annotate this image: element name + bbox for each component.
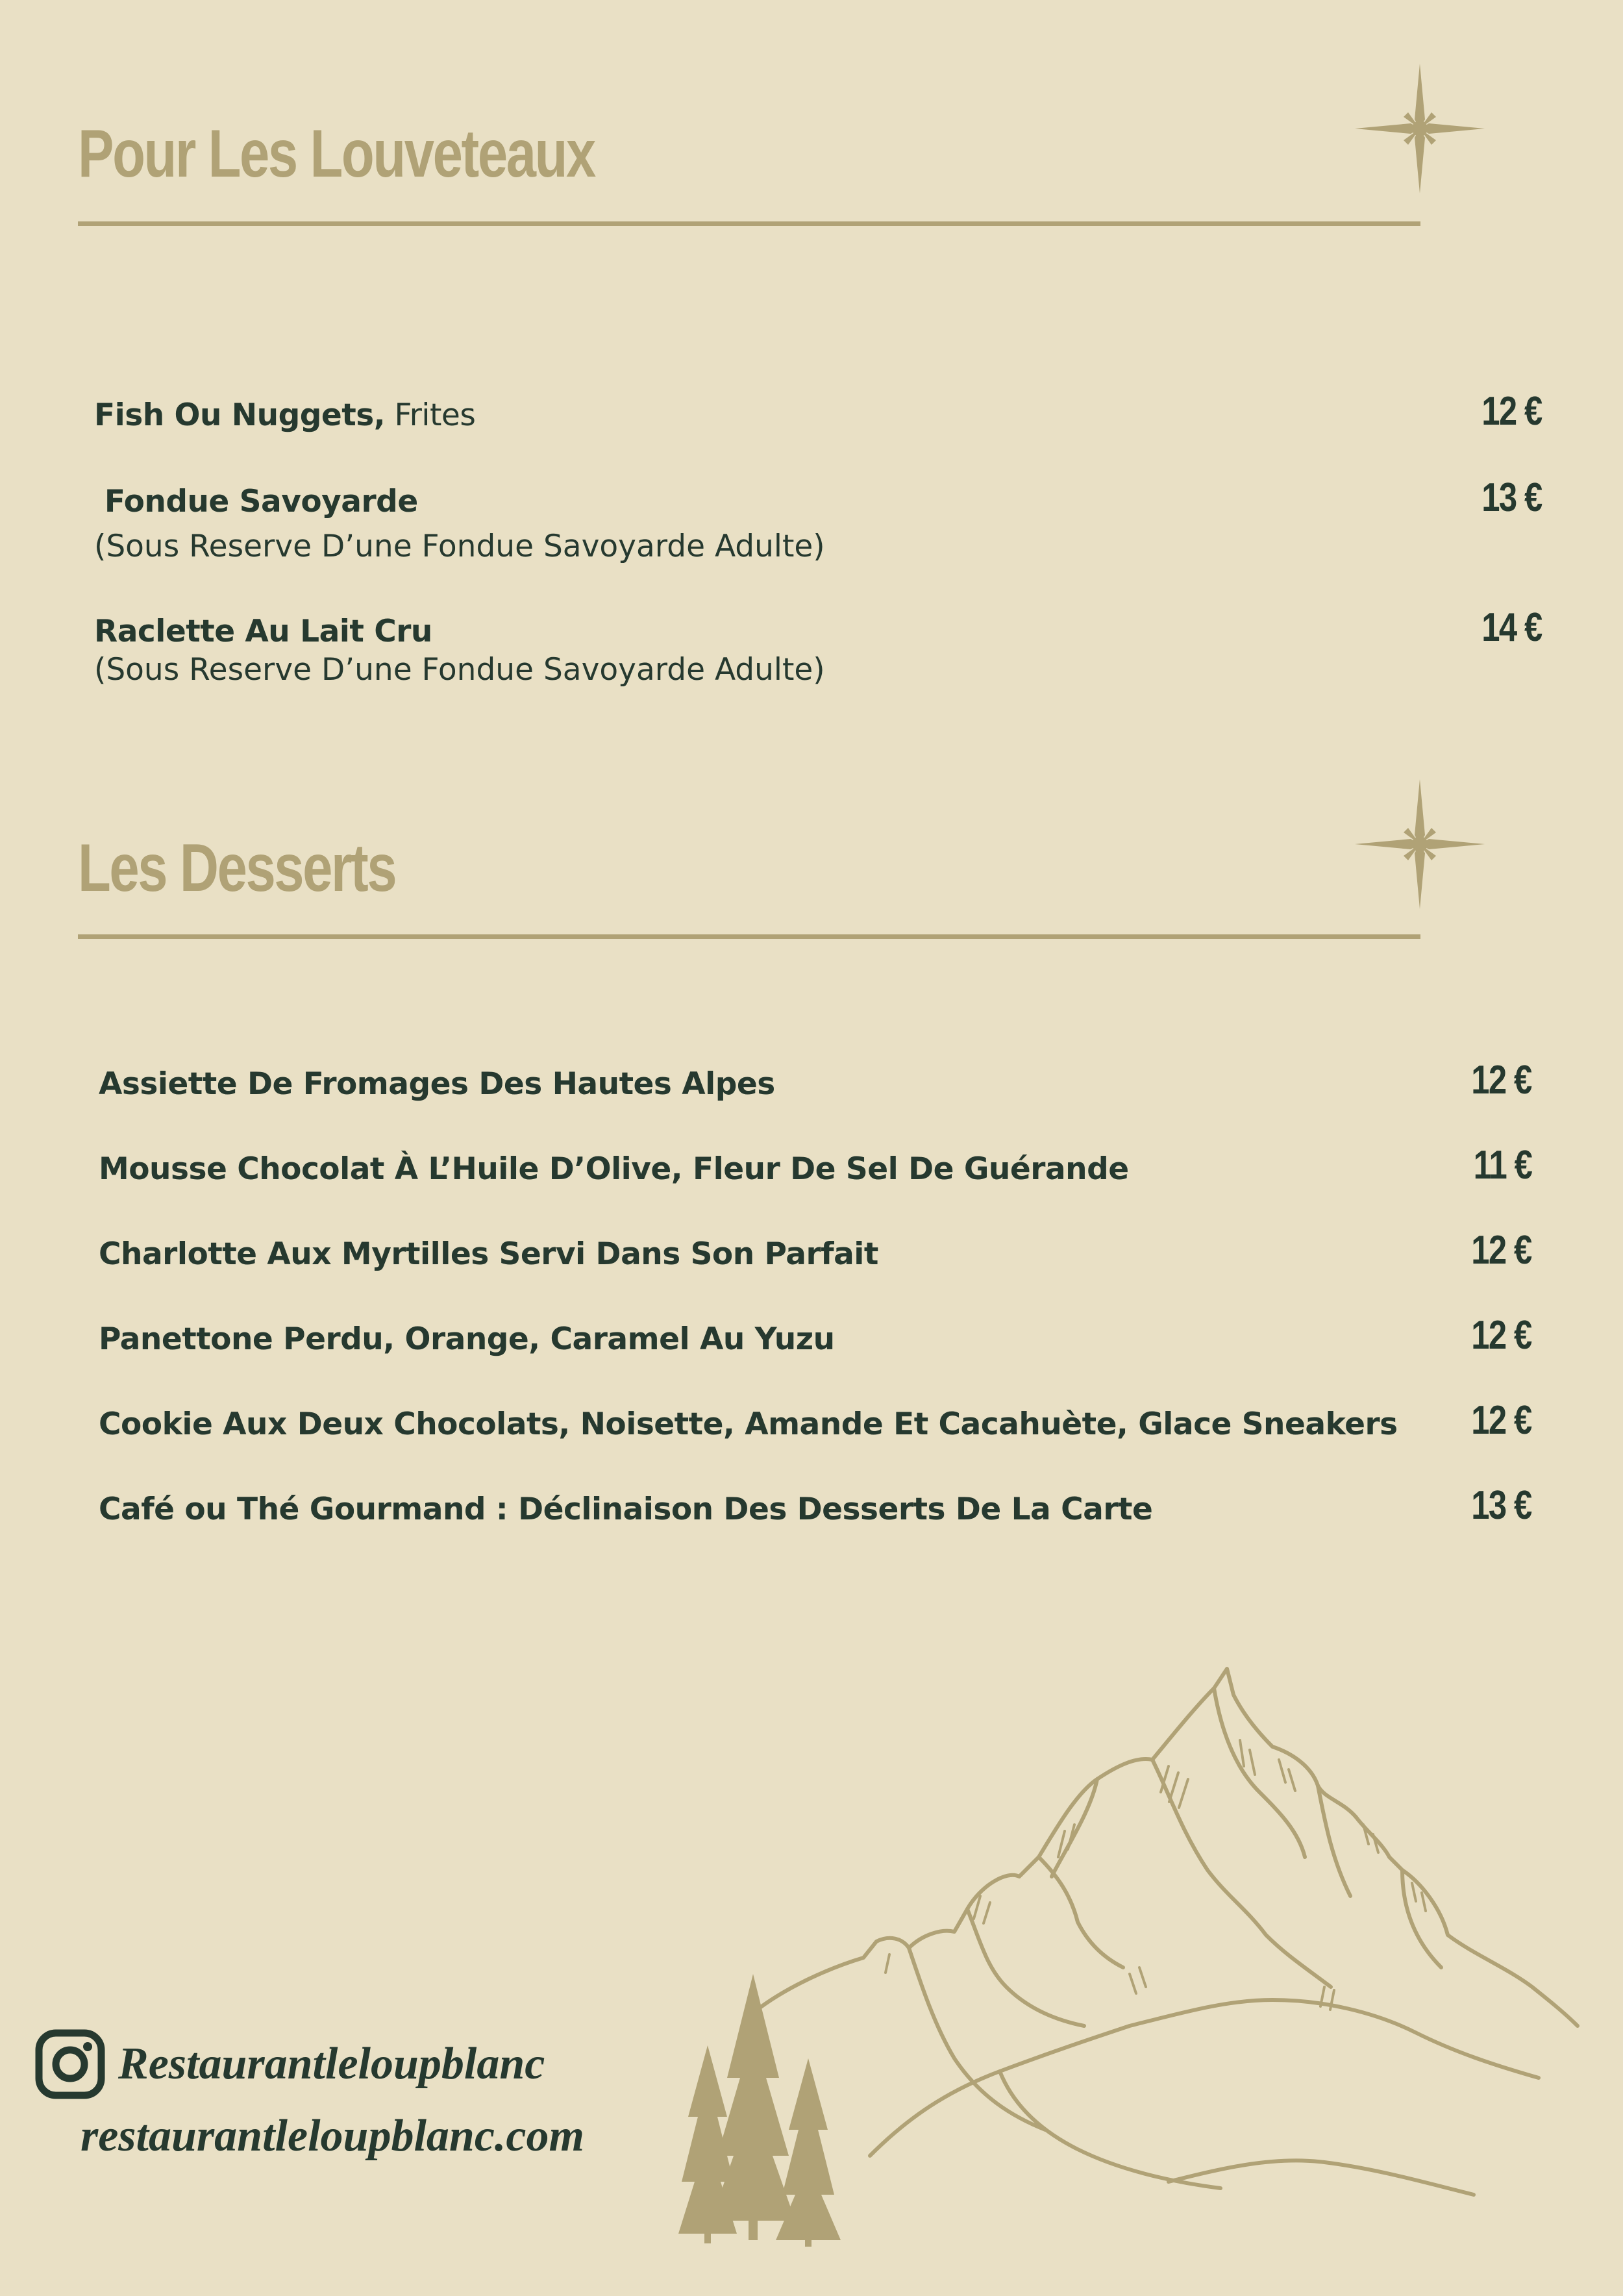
menu-item (94, 475, 1542, 564)
star-icon (1355, 64, 1485, 193)
dessert-item (99, 1058, 1531, 1103)
instagram-icon[interactable] (34, 2028, 106, 2101)
instagram-handle[interactable]: Restaurantleloupblanc (118, 2039, 545, 2089)
dessert-item (99, 1228, 1531, 1273)
section-divider (78, 221, 1420, 226)
dessert-item (99, 1313, 1531, 1358)
item-note: (Sous Reserve D’une Fondue Savoyarde Adulte) (94, 652, 825, 688)
section-divider (78, 934, 1420, 939)
item-price: 12 € (1481, 389, 1542, 434)
item-name: Panettone Perdu, Orange, Caramel Au Yuzu (99, 1321, 835, 1357)
dessert-item (99, 1483, 1531, 1528)
mountain-illustration (675, 1662, 1584, 2247)
dessert-item (99, 1398, 1531, 1443)
item-price: 13 € (1471, 1483, 1531, 1528)
item-name: Fondue Savoyarde (94, 484, 418, 519)
item-price: 12 € (1471, 1228, 1531, 1273)
menu-item (94, 605, 1542, 688)
website-link[interactable]: restaurantleloupblanc.com (81, 2111, 584, 2161)
item-price: 11 € (1473, 1143, 1531, 1188)
item-name: Cookie Aux Deux Chocolats, Noisette, Amande Et Cacahuète, Glace Sneakers (99, 1406, 1398, 1442)
star-icon (1355, 779, 1485, 909)
item-note: (Sous Reserve D’une Fondue Savoyarde Adulte) (94, 529, 825, 564)
item-price: 12 € (1471, 1313, 1531, 1358)
item-price: 12 € (1471, 1058, 1531, 1103)
menu-item (94, 389, 1542, 434)
item-name: Charlotte Aux Myrtilles Servi Dans Son Parfait (99, 1236, 878, 1272)
item-name: Raclette Au Lait Cru (94, 614, 432, 649)
item-price: 12 € (1471, 1398, 1531, 1443)
item-name: Mousse Chocolat À L’Huile D’Olive, Fleur De Sel De Guérande (99, 1151, 1129, 1187)
item-extra: Frites (385, 397, 476, 433)
item-name: Assiette De Fromages Des Hautes Alpes (99, 1066, 775, 1102)
item-price: 13 € (1481, 475, 1542, 520)
section-title-louveteaux: Pour Les Louveteaux (78, 116, 595, 192)
item-name: Fish Ou Nuggets, (94, 397, 386, 433)
social-row (34, 2028, 545, 2101)
item-name: Café ou Thé Gourmand : Déclinaison Des Desserts De La Carte (99, 1491, 1153, 1527)
item-price: 14 € (1481, 605, 1542, 650)
section-title-desserts: Les Desserts (78, 830, 396, 906)
dessert-item (99, 1143, 1531, 1188)
